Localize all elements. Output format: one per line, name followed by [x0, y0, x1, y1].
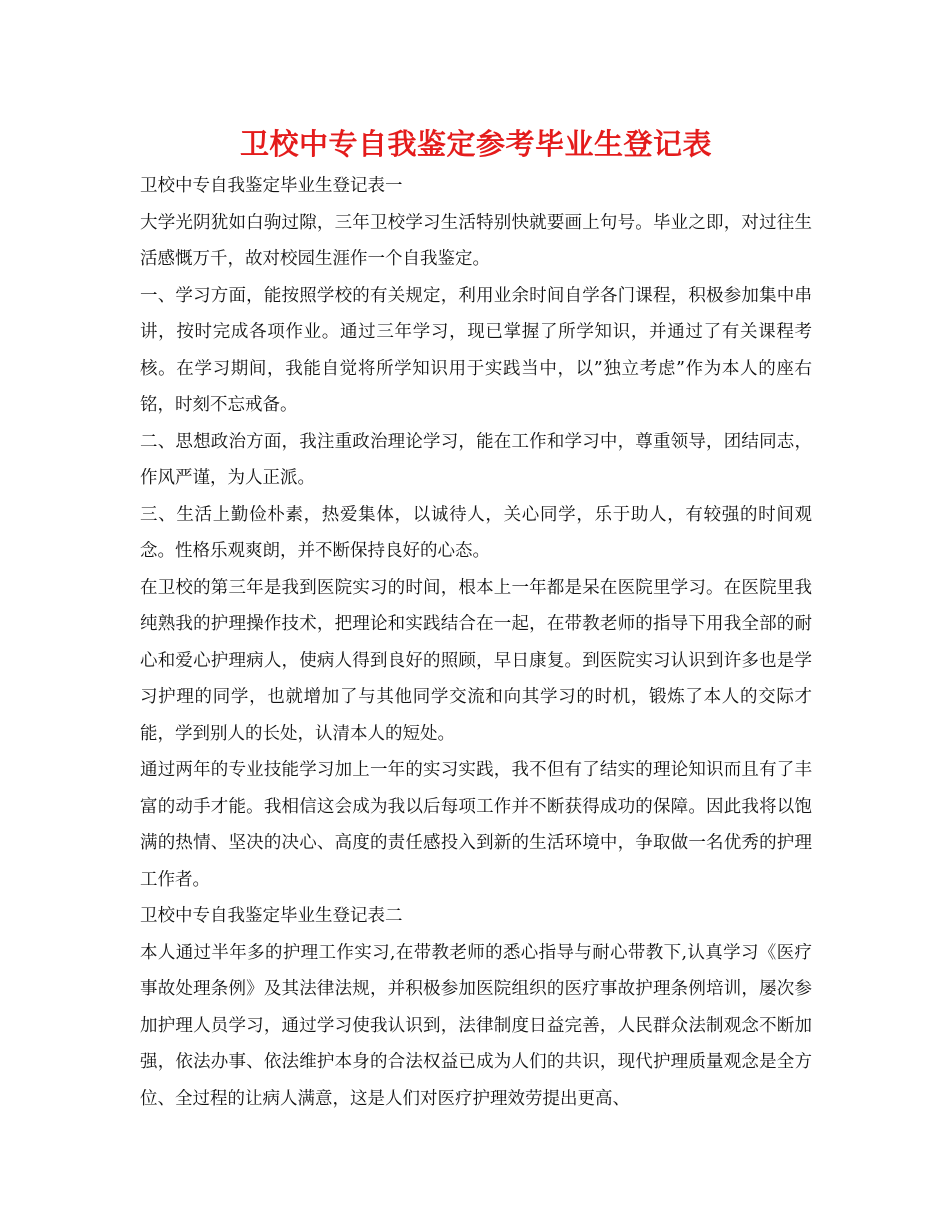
paragraph-life: 三、生活上勤俭朴素，热爱集体，以诚待人，关心同学，乐于助人，有较强的时间观念。性格乐观爽朗，并不断保持良好的心态。 [140, 504, 812, 561]
paragraph-summary: 通过两年的专业技能学习加上一年的实习实践，我不但有了结实的理论知识而且有了丰富的动手才能。我相信这会成为我以后每项工作并不断获得成功的保障。因此我将以饱满的热情、坚决的决心、高度的责任感投入到新的生活环境中，争取做一名优秀的护理工作者。 [140, 760, 812, 890]
document-page [140, 120, 812, 1117]
section-heading-2: 卫校中专自我鉴定毕业生登记表二 [140, 906, 403, 926]
document-title: 卫校中专自我鉴定参考毕业生登记表 [239, 127, 712, 161]
paragraph-nursing-practice: 本人通过半年多的护理工作实习,在带教老师的悉心指导与耐心带教下,认真学习《医疗事故处理条例》及其法律法规，并积极参加医院组织的医疗事故护理条例培训，屡次参加护理人员学习，通过学习使我认识到，法律制度日益完善，人民群众法制观念不断加强，依法办事、依法维护本身的合法权益已成为人们的共识，现代护理质量观念是全方位、全过程的让病人满意，这是人们对医疗护理效劳提出更高、 [140, 942, 812, 1109]
paragraph-intro: 大学光阴犹如白驹过隙，三年卫校学习生活特别快就要画上句号。毕业之即，对过往生活感慨万千，故对校园生涯作一个自我鉴定。 [140, 212, 812, 269]
paragraph-internship: 在卫校的第三年是我到医院实习的时间，根本上一年都是呆在医院里学习。在医院里我纯熟我的护理操作技术，把理论和实践结合在一起，在带教老师的指导下用我全部的耐心和爱心护理病人，使病人得到良好的照顾，早日康复。到医院实习认识到许多也是学习护理的同学，也就增加了与其他同学交流和向其学习的时机，锻炼了本人的交际才能，学到别人的长处，认清本人的短处。 [140, 577, 812, 744]
paragraph-study: 一、学习方面，能按照学校的有关规定，利用业余时间自学各门课程，积极参加集中串讲，按时完成各项作业。通过三年学习，现已掌握了所学知识，并通过了有关课程考核。在学习期间，我能自觉将所学知识用于实践当中，以”独立考虑”作为本人的座右铭，时刻不忘戒备。 [140, 285, 812, 415]
section-heading-1: 卫校中专自我鉴定毕业生登记表一 [140, 176, 403, 196]
paragraph-politics: 二、思想政治方面，我注重政治理论学习，能在工作和学习中，尊重领导，团结同志，作风严谨，为人正派。 [140, 431, 812, 488]
